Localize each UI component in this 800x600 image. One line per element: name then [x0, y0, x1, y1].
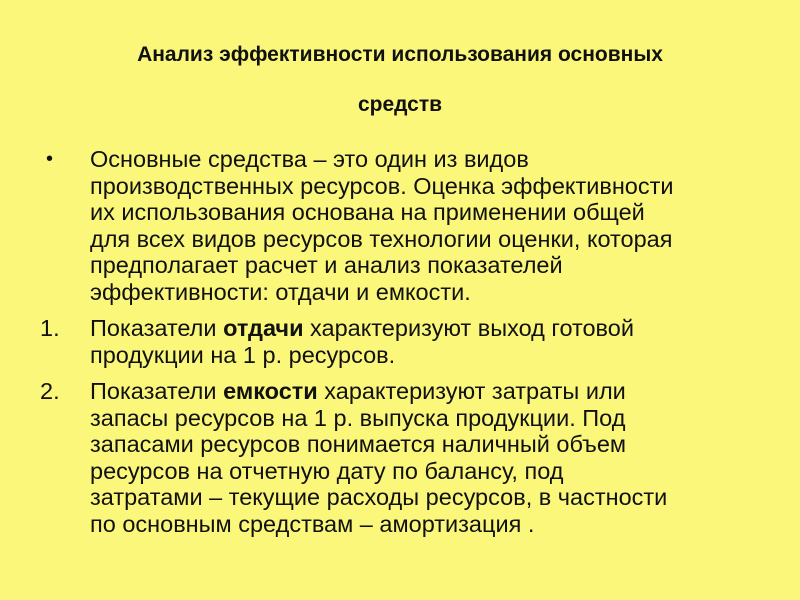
- title-line-2: средств: [357, 93, 443, 116]
- text-line: ресурсов на отчетную дату по балансу, под: [90, 457, 564, 484]
- text-fragment: Показатели: [90, 315, 224, 341]
- title-line-1: Анализ эффективности использования основных: [137, 43, 663, 66]
- text-line: предполагает расчет и анализ показателей: [90, 252, 563, 278]
- text-fragment: характеризуют затраты или: [317, 378, 626, 404]
- text-fragment: характеризуют выход готовой: [303, 315, 634, 341]
- text-line: затратами – текущие расходы ресурсов, в частности: [90, 484, 668, 510]
- text-line: их использования основана на применении общей: [90, 199, 645, 225]
- text-line: Основные средства – это один из видов: [90, 146, 529, 172]
- text-line: [90, 315, 760, 342]
- bold-term: отдачи: [223, 315, 304, 341]
- text-line: запасами ресурсов понимается наличный объем: [90, 431, 627, 457]
- text-line: эффективности: отдачи и емкости.: [90, 278, 471, 305]
- bold-term: емкости: [223, 378, 318, 404]
- list-item-2: [40, 378, 760, 537]
- text-line: запасы ресурсов на 1 р. выпуска продукции. Под: [90, 404, 626, 431]
- bullet-marker: •: [46, 148, 54, 170]
- text-line: для всех видов ресурсов технологии оценки, которая: [90, 225, 673, 252]
- text-line: продукции на 1 р. ресурсов.: [90, 341, 396, 368]
- list-item-1: [40, 315, 760, 368]
- number-marker: 1.: [40, 315, 60, 341]
- text-line: по основным средствам – амортизация .: [90, 510, 535, 537]
- slide-body: [40, 146, 760, 547]
- list-item-intro: [40, 146, 760, 305]
- text-line: производственных ресурсов. Оценка эффективности: [90, 172, 674, 199]
- text-fragment: Показатели: [90, 378, 224, 404]
- text-line: [90, 378, 760, 405]
- slide-title: [40, 30, 760, 130]
- number-marker: 2.: [40, 378, 60, 404]
